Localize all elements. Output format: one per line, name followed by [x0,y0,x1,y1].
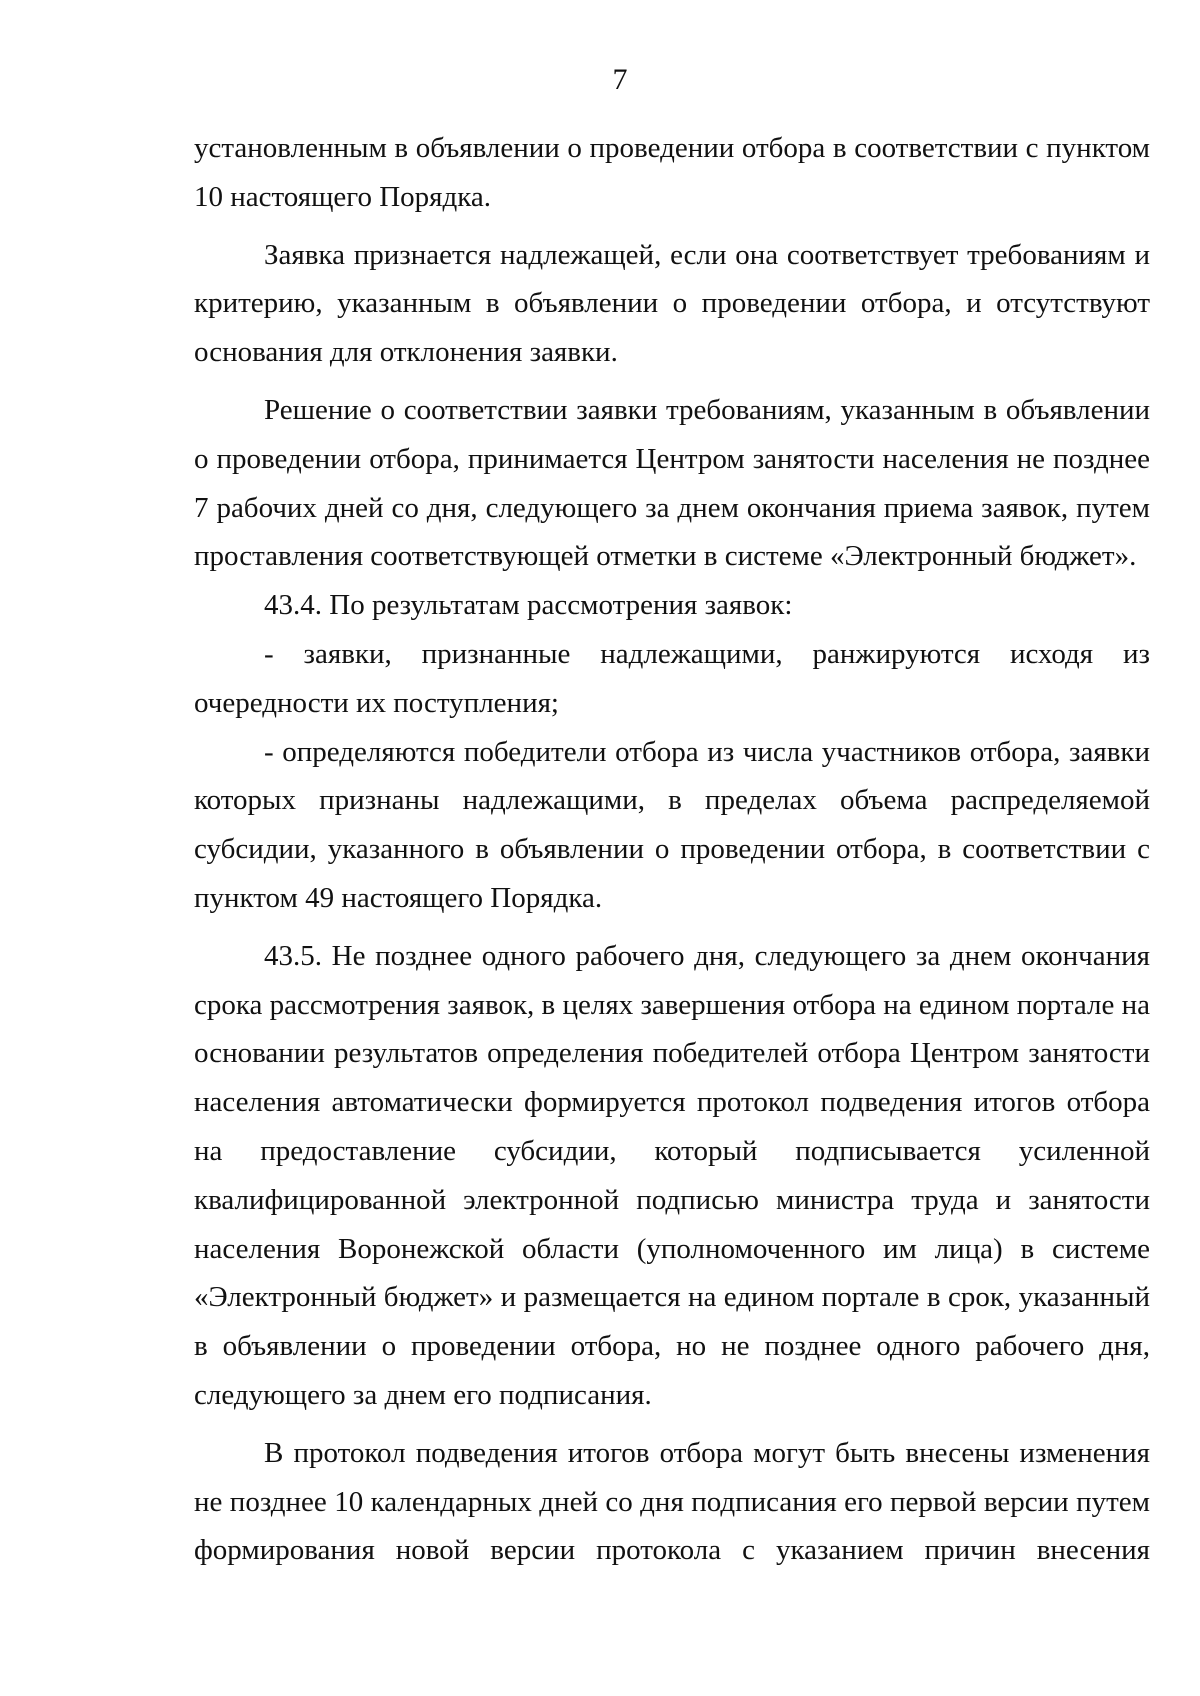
list-item-winners: - определяются победители отбора из числа участников отбора, заявки которых признаны надлежащими, в пределах объема распределяемой субсидии, указанного в объявлении о проведении отбора, в соответствии с пунктом 49 настоящего Порядка. [194,735,1150,914]
document-body [194,124,1150,1575]
paragraph-application-proper: Заявка признается надлежащей, если она соответствует требованиям и критерию, указанным в объявлении о проведении отбора, и отсутствуют основания для отклонения заявки. [194,238,1150,369]
page-number: 7 [612,63,628,96]
paragraph-43-5: 43.5. Не позднее одного рабочего дня, следующего за днем окончания срока рассмотрения заявок, в целях завершения отбора на едином портале на основании результатов определения победителей отбора Центром занятости населения автоматически формируется протокол подведения итогов отбора на предоставление субсидии, который подписывается усиленной квалифицированной электронной подписью министра труда и занятости населения Воронежской области (уполномоченного им лица) в системе «Электронный бюджет» и размещается на едином портале в срок, указанный в объявлении о проведении отбора, но не позднее одного рабочего дня, следующего за днем его подписания. [194,939,1150,1411]
list-item-ranking: - заявки, признанные надлежащими, ранжируются исходя из очередности их поступления; [194,637,1150,719]
paragraph-43-4: 43.4. По результатам рассмотрения заявок: [264,589,793,622]
paragraph-compliance-decision: Решение о соответствии заявки требованиям, указанным в объявлении о проведении отбора, принимается Центром занятости населения не позднее 7 рабочих дней со дня, следующего за днем окончания приема заявок, путем проставления соответствующей отметки в системе «Электронный бюджет». [194,393,1150,573]
paragraph-protocol-changes: В протокол подведения итогов отбора могут быть внесены изменения не позднее 10 календарных дней со дня подписания его первой версии путем формирования новой версии протокола с указанием причин внесения [194,1436,1150,1567]
paragraph-continuation: установленным в объявлении о проведении отбора в соответствии с пунктом 10 настоящего Порядка. [194,132,1150,213]
